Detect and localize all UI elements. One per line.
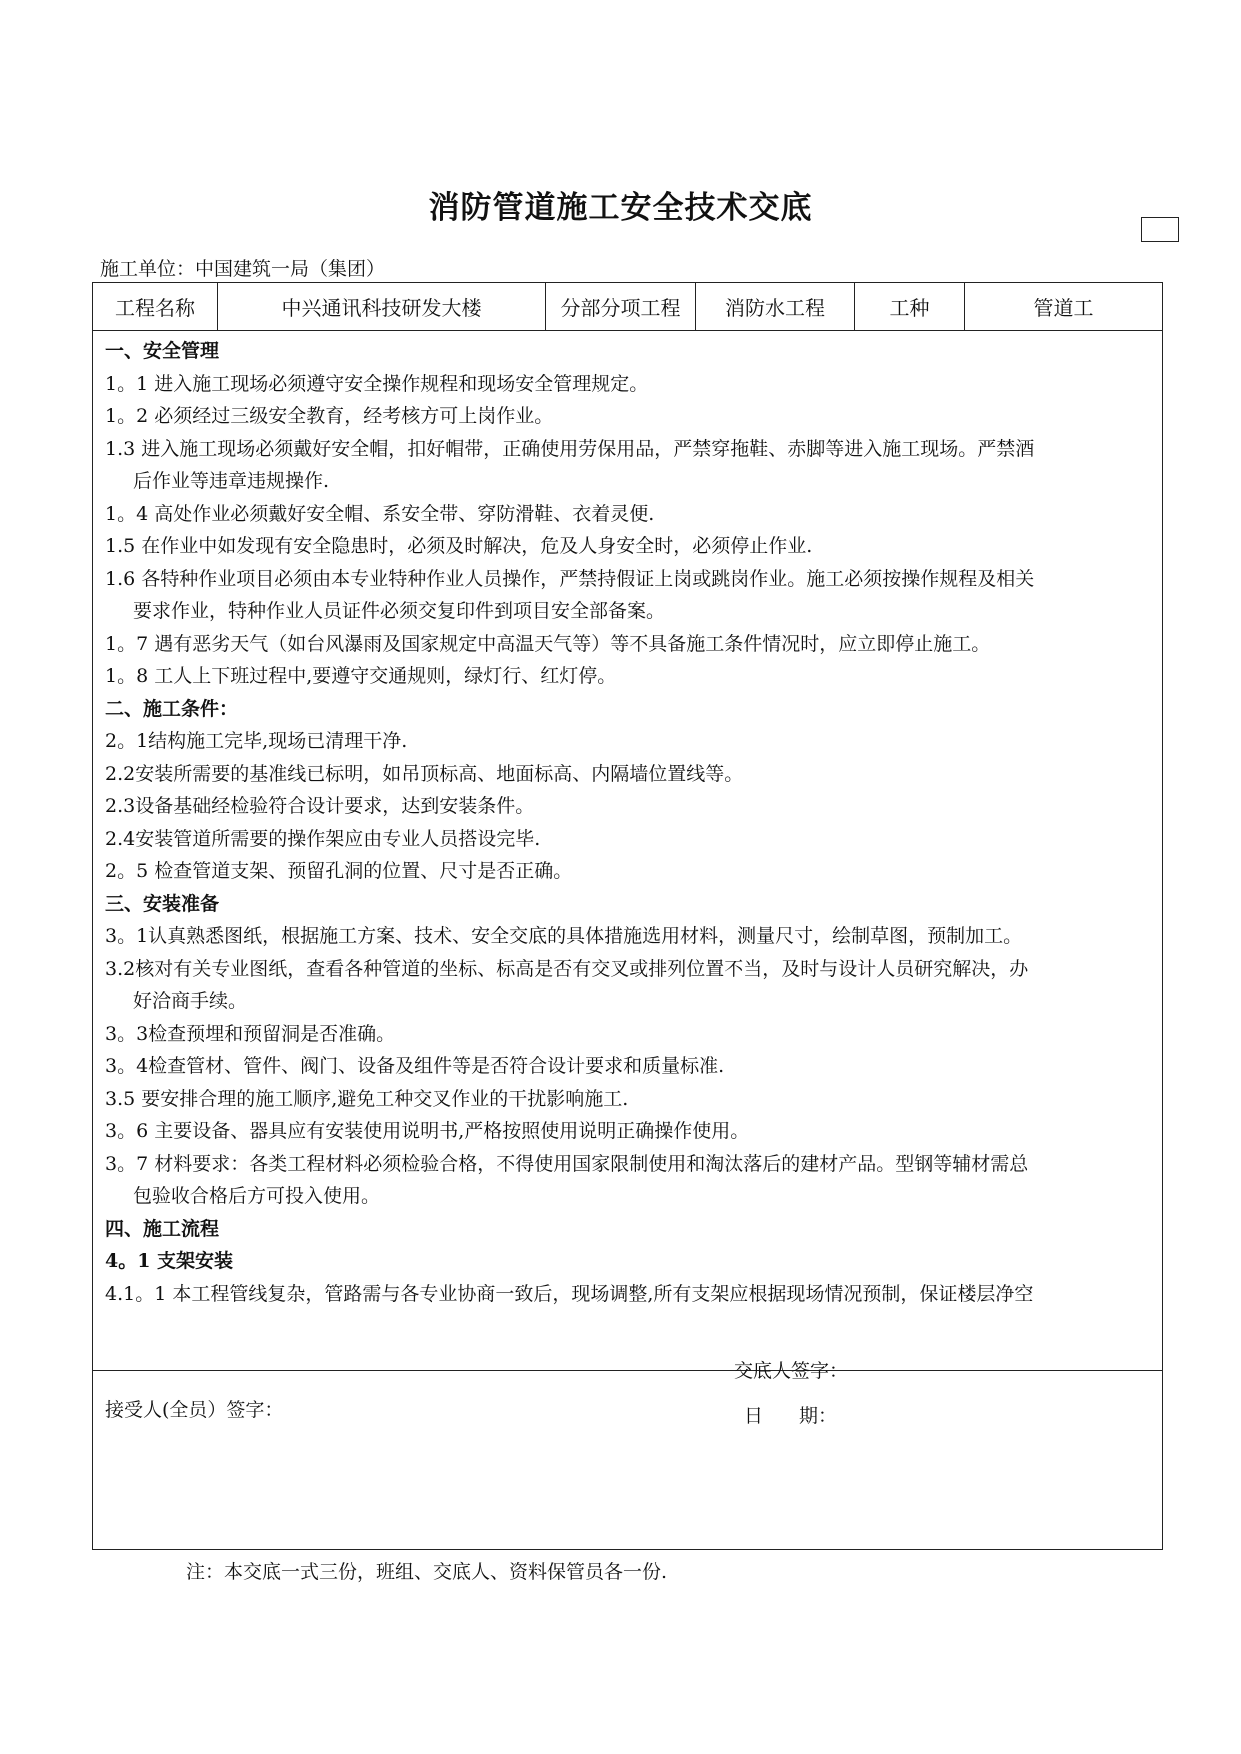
project-name-value: 中兴通讯科技研发大楼 (218, 283, 546, 330)
content-line: 1.6 各特种作业项目必须由本专业特种作业人员操作，严禁持假证上岗或跳岗作业。施工必须按操作规程及相关 (105, 567, 1035, 590)
trade-label: 工种 (855, 283, 965, 330)
sub-project-value: 消防水工程 (696, 283, 855, 330)
discloser-signature-label: 交底人签字： (734, 1360, 849, 1382)
footnote: 注：本交底一式三份，班组、交底人、资料保管员各一份. (186, 1561, 668, 1583)
content-line: 3。3检查预埋和预留洞是否准确。 (105, 1022, 396, 1045)
content-line: 3。4检查管材、管件、阀门、设备及组件等是否符合设计要求和质量标准. (105, 1055, 725, 1077)
content-line: 1.5 在作业中如发现有安全隐患时，必须及时解决，危及人身安全时，必须停止作业. (105, 535, 813, 557)
content-line: 要求作业，特种作业人员证件必须交复印件到项目安全部备案。 (133, 600, 666, 622)
section-heading: 4。1 支架安装 (105, 1250, 234, 1272)
content-line: 1。4 高处作业必须戴好安全帽、系安全带、穿防滑鞋、衣着灵便. (105, 502, 655, 525)
content-line: 2.3设备基础经检验符合设计要求，达到安装条件。 (105, 795, 535, 817)
content-line: 1。7 遇有恶劣天气（如台风瀑雨及国家规定中高温天气等）等不具备施工条件情况时，应立即停止施工。 (105, 632, 991, 655)
content-line: 1.3 进入施工现场必须戴好安全帽，扣好帽带，正确使用劳保用品，严禁穿拖鞋、赤脚等进入施工现场。严禁酒 (105, 437, 1035, 460)
content-line: 3.5 要安排合理的施工顺序,避免工种交叉作业的干扰影响施工. (105, 1087, 629, 1110)
document-title: 消防管道施工安全技术交底 (428, 190, 813, 226)
section-heading: 四、施工流程 (105, 1217, 220, 1240)
content-line: 2.2安装所需要的基准线已标明，如吊顶标高、地面标高、内隔墙位置线等。 (105, 762, 744, 785)
date-label: 日 期： (744, 1405, 838, 1427)
content-lines (105, 335, 1153, 1310)
receiver-signature-label: 接受人(全员）签字： (105, 1399, 284, 1421)
content-line: 1。2 必须经过三级安全教育，经考核方可上岗作业。 (105, 405, 554, 427)
content-line: 2。5 检查管道支架、预留孔洞的位置、尺寸是否正确。 (105, 860, 573, 882)
content-line: 3。1认真熟悉图纸，根据施工方案、技术、安全交底的具体措施选用材料，测量尺寸，绘制草图，预制加工。 (105, 925, 1023, 947)
content-line: 后作业等违章违规操作. (133, 470, 330, 492)
trade-value: 管道工 (1033, 296, 1094, 320)
content-line: 1。1 进入施工现场必须遵守安全操作规程和现场安全管理规定。 (105, 372, 649, 395)
content-line: 3。7 材料要求：各类工程材料必须检验合格，不得使用国家限制使用和淘汰落后的建材产品。型钢等辅材需总 (105, 1152, 1029, 1175)
content-line: 2。1结构施工完毕,现场已清理干净. (105, 730, 408, 752)
content-line: 4.1。1 本工程管线复杂，管路需与各专业协商一致后，现场调整,所有支架应根据现场情况预制，保证楼层净空 (105, 1282, 1034, 1305)
section-heading: 一、安全管理 (105, 340, 220, 362)
content-line: 1。8 工人上下班过程中,要遵守交通规则，绿灯行、红灯停。 (105, 665, 617, 687)
content-line: 好洽商手续。 (133, 990, 248, 1012)
project-name-label: 工程名称 (93, 283, 218, 330)
document-code-box (1141, 217, 1179, 242)
disclosure-form (92, 282, 1163, 1550)
content-line: 3。6 主要设备、器具应有安装使用说明书,严格按照使用说明正确操作使用。 (105, 1120, 750, 1142)
content-line: 3.2核对有关专业图纸，查看各种管道的坐标、标高是否有交叉或排列位置不当，及时与设计人员研究解决，办 (105, 957, 1029, 980)
content-line: 包验收合格后方可投入使用。 (133, 1185, 381, 1207)
project-info-row (93, 283, 1162, 331)
content-line: 2.4安装管道所需要的操作架应由专业人员搭设完毕. (105, 827, 541, 850)
construction-unit: 施工单位：中国建筑一局（集团） (100, 258, 386, 280)
section-heading: 二、施工条件： (105, 697, 239, 720)
sub-project-label: 分部分项工程 (546, 283, 696, 330)
section-heading: 三、安装准备 (105, 892, 220, 915)
